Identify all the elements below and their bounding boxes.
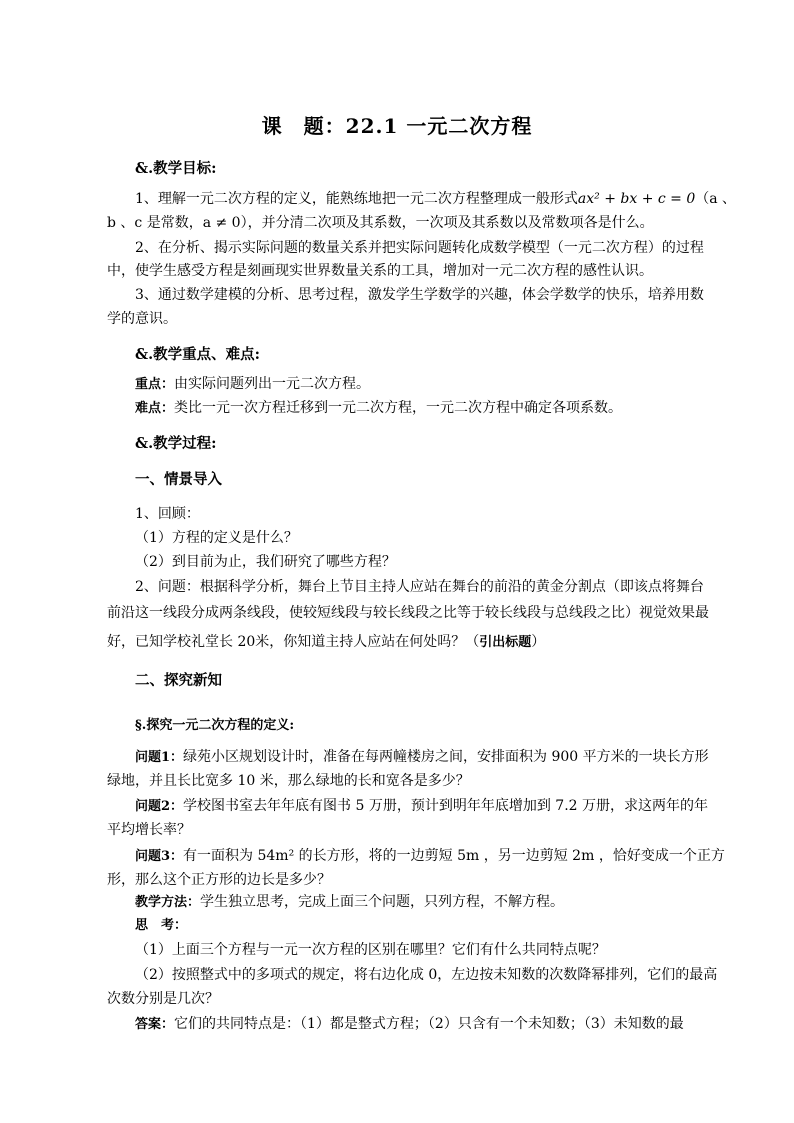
think-question-1: （1）上面三个方程与一元一次方程的区别在哪里？它们有什么共同特点呢？ — [135, 942, 606, 958]
definition-subheading: §.探究一元二次方程的定义: — [135, 718, 295, 733]
question-1-text: 绿苑小区规划设计时，准备在每两幢楼房之间，安排面积为 900 平方米的一块长方形 — [183, 749, 709, 765]
objective-2-line-1: 2、在分析、揭示实际问题的数量关系并把实际问题转化成数学模型（一元二次方程）的过程 — [135, 240, 704, 256]
page-title: 课 题：22.1 一元二次方程 — [261, 114, 533, 138]
question-3-line-1 — [135, 845, 735, 865]
think-label: 思 考： — [135, 918, 188, 933]
problem-text-end: ） — [531, 634, 546, 650]
key-point-line — [135, 373, 735, 393]
objective-3-line-2: 学的意识。 — [107, 311, 177, 327]
objective-1-text-tail: （a 、 — [695, 191, 737, 207]
difficulty-label: 难点： — [135, 401, 175, 416]
process-heading: &.教学过程: — [135, 435, 217, 452]
question-2-line-2: 平均增长率？ — [107, 822, 191, 838]
objective-3-line-1: 3、通过数学建模的分析、思考过程，激发学生学数学的兴趣，体会学数学的快乐，培养用数 — [135, 287, 704, 303]
question-1-label: 问题1： — [135, 750, 184, 765]
problem-line-1: 2、问题：根据科学分析，舞台上节目主持人应站在舞台的前沿的黄金分割点（即该点将舞台 — [135, 579, 704, 595]
problem-line-3 — [107, 631, 707, 651]
question-2-label: 问题2： — [135, 799, 184, 814]
objective-1-line-2: b 、c 是常数，a ≠ 0），并分清二次项及其系数，一次项及其系数以及常数项各是什么。 — [107, 215, 654, 231]
difficulty-text: 类比一元一次方程迁移到一元二次方程，一元二次方程中确定各项系数。 — [174, 400, 623, 416]
review-question-1: （1）方程的定义是什么？ — [135, 530, 298, 546]
question-3-text: 有一面积为 54m² 的长方形，将的一边剪短 5m ，另一边剪短 2m ，恰好变成一个正方 — [183, 848, 725, 864]
lead-to-title: 引出标题 — [479, 635, 532, 650]
problem-text: 好，已知学校礼堂长 20米，你知道主持人应站在何处吗？（ — [107, 634, 480, 650]
difficulty-line — [135, 397, 735, 417]
objective-2-line-2: 中，使学生感受方程是刻画现实世界数量关系的工具，增加对一元二次方程的感性认识。 — [107, 263, 653, 279]
review-label: 1、回顾： — [135, 506, 200, 522]
answer-line — [135, 1013, 735, 1033]
review-question-2: （2）到目前为止，我们研究了哪些方程？ — [135, 554, 396, 570]
question-2-line-1 — [135, 795, 735, 815]
question-1-line-2: 绿地，并且长比宽多 10 米，那么绿地的长和宽各是多少？ — [107, 773, 470, 789]
method-text: 学生独立思考，完成上面三个问题，只列方程，不解方程。 — [200, 894, 565, 910]
method-label: 教学方法： — [135, 895, 201, 910]
think-question-2-line-2: 次数分别是几次？ — [107, 991, 219, 1007]
answer-label: 答案： — [135, 1017, 175, 1032]
objective-1-line-1 — [135, 188, 735, 208]
question-3-line-2: 形，那么这个正方形的边长是多少？ — [107, 872, 331, 888]
key-points-heading: &.教学重点、难点: — [135, 346, 260, 363]
key-point-label: 重点： — [135, 377, 175, 392]
objectives-heading: &.教学目标: — [135, 160, 217, 177]
answer-text: 它们的共同特点是：（1）都是整式方程；（2）只含有一个未知数；（3）未知数的最 — [174, 1016, 684, 1032]
question-1-line-1 — [135, 746, 735, 766]
question-3-label: 问题3： — [135, 849, 184, 864]
think-question-2-line-1: （2）按照整式中的多项式的规定，将右边化成 0，左边按未知数的次数降幂排列，它们的最高 — [135, 967, 718, 983]
intro-heading: 一、情景导入 — [135, 471, 222, 488]
method-line — [135, 891, 735, 911]
key-point-text: 由实际问题列出一元二次方程。 — [174, 376, 371, 392]
problem-line-2: 前沿这一线段分成两条线段，使较短线段与较长线段之比等于较长线段与总线段之比）视觉效果最 — [107, 605, 709, 621]
question-2-text: 学校图书室去年年底有图书 5 万册，预计到明年年底增加到 7.2 万册，求这两年的年 — [183, 798, 709, 814]
explore-heading: 二、探究新知 — [135, 672, 222, 689]
general-form-formula: ax² + bx + c = 0 — [577, 191, 696, 207]
objective-1-text: 1、理解一元二次方程的定义，能熟练地把一元二次方程整理成一般形式 — [135, 191, 578, 207]
